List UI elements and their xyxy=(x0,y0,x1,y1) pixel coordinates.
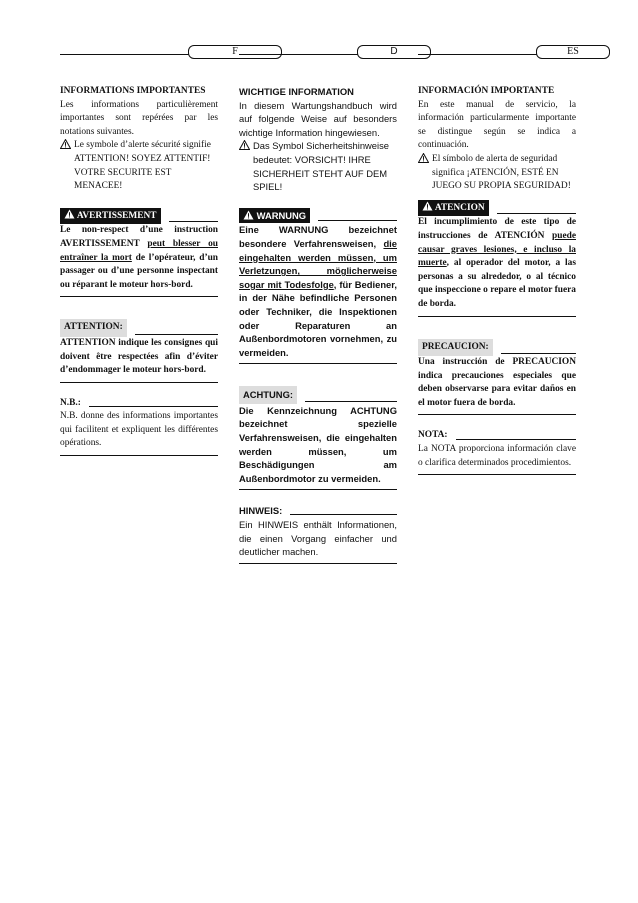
note-label: NOTA: xyxy=(418,430,448,441)
alert-symbol-row xyxy=(418,153,576,194)
caution-header xyxy=(418,339,576,357)
warning-text-underlined: puede causar graves lesiones, e incluso la muerte xyxy=(418,230,576,269)
divider xyxy=(60,382,218,383)
warning-badge-label: WARNUNG xyxy=(256,209,307,221)
warning-text-part: , für Bediener, in der Nähe befindliche Personen oder Techniker, die Inspektionen oder Reparaturen an Außenbordmotoren vornehmen, zu vermeiden. xyxy=(239,278,397,358)
warning-text-part: El incumplimiento de este tipo de instrucciones de ATENCIÓN xyxy=(418,217,576,241)
divider xyxy=(60,455,218,456)
warning-text-part: , al operador del motor, a las personas a su alrededor, o al técnico que inspeccione o repare el motor fuera de borda. xyxy=(418,258,576,309)
divider xyxy=(418,474,576,475)
warning-text-part: Eine WARNUNG bezeichnet besondere Verfahrensweisen, xyxy=(239,224,397,249)
intro-text: In diesem Wartungshandbuch wird auf folgende Weise auf besonders wichtige Information hingewiesen. xyxy=(239,99,397,138)
caution-badge: PRECAUCION: xyxy=(418,339,493,357)
alert-symbol-text: Das Symbol Sicherheitshinweise bedeutet: VORSICHT! IHRE SICHERHEIT STEHT AUF DEM SPIEL! xyxy=(253,140,389,193)
warning-badge-icon xyxy=(64,209,75,219)
divider xyxy=(418,316,576,317)
warning-badge xyxy=(60,208,161,225)
language-tag-f: F xyxy=(188,45,282,59)
warning-triangle-icon xyxy=(239,139,253,193)
caution-text: Die Kennzeichnung ACHTUNG bezeichnet spezielle Verfahrensweisen, die eingehalten werden müssen, um Beschädigungen am Außenbordmotor zu vermeiden. xyxy=(239,404,397,484)
caution-badge: ATTENTION: xyxy=(60,319,127,337)
note-label: HINWEIS: xyxy=(239,505,283,517)
note-header xyxy=(239,504,397,518)
divider xyxy=(239,363,397,364)
warning-badge xyxy=(418,200,489,217)
french-column xyxy=(60,46,238,456)
warning-badge-icon xyxy=(243,210,254,220)
section-title: WICHTIGE INFORMATION xyxy=(239,86,354,97)
alert-symbol-text: El símbolo de alerta de seguridad significa ¡ATENCIÓN, ESTÉ EN JUEGO SU PROPIA SEGURIDAD! xyxy=(432,153,571,192)
note-header xyxy=(60,397,218,411)
note-header xyxy=(418,429,576,443)
warning-text-part: Le non-respect d’une instruction AVERTISSEMENT xyxy=(60,225,218,249)
section-title: INFORMATIONS IMPORTANTES xyxy=(60,86,206,96)
warning-header xyxy=(418,200,576,217)
divider xyxy=(60,296,218,297)
caution-header xyxy=(239,386,397,404)
warning-header xyxy=(239,208,397,224)
language-tag-d: D xyxy=(357,45,431,59)
warning-text xyxy=(418,216,576,311)
warning-header xyxy=(60,208,218,225)
warning-badge xyxy=(239,208,310,224)
caution-text: Una instrucción de PRECAUCION indica precauciones especiales que deben observarse para evitar daños en el motor fuera de borda. xyxy=(418,357,576,408)
divider xyxy=(239,563,397,564)
warning-triangle-icon xyxy=(418,153,432,194)
warning-badge-icon xyxy=(422,201,433,211)
caution-text: ATTENTION indique les consignes qui doivent être respectées afin d’éviter d’endommager le moteur hors-bord. xyxy=(60,337,218,376)
caution-header xyxy=(60,319,218,337)
warning-text-underlined: peut blesser ou entraîner la mort xyxy=(60,238,218,263)
warning-badge-label: AVERTISSEMENT xyxy=(76,210,157,221)
warning-text-underlined: die eingehalten werden müssen, um Verletzungen, möglicherweise sogar mit Todesfolge xyxy=(239,237,397,290)
warning-triangle-icon xyxy=(60,139,74,193)
warning-text-part: de l’opérateur, d’un passager ou d’une personne inspectant ou réparant le moteur hors-bord. xyxy=(60,252,219,290)
note-label: N.B.: xyxy=(60,397,81,408)
note-text: Ein HINWEIS enthält Informationen, die einen Vorgang einfacher und deutlicher machen. xyxy=(239,519,397,558)
alert-symbol-row xyxy=(239,139,397,193)
alert-symbol-text: Le symbole d’alerte sécurité signifie ATTENTION! SOYEZ ATTENTIF! VOTRE SECURITE EST MENACEE! xyxy=(74,140,211,192)
warning-text xyxy=(239,223,397,359)
section-title: INFORMACIÓN IMPORTANTE xyxy=(418,86,555,96)
note-text: N.B. donne des informations importantes qui facilitent et expliquent les différentes opérations. xyxy=(60,411,218,449)
warning-text xyxy=(60,224,218,292)
german-column xyxy=(239,46,398,564)
divider xyxy=(418,414,576,415)
alert-symbol-row xyxy=(60,139,218,193)
spanish-column xyxy=(418,46,579,475)
language-tag-es: ES xyxy=(536,45,610,59)
intro-text: Les informations particulièrement importantes sont repérées par les notations suivantes. xyxy=(60,99,218,137)
warning-badge-label: ATENCION xyxy=(434,202,485,213)
divider xyxy=(239,489,397,490)
caution-badge: ACHTUNG: xyxy=(239,386,297,404)
note-text: La NOTA proporciona información clave o clarifica determinados procedimientos. xyxy=(418,444,576,468)
intro-text: En este manual de servicio, la información particularmente importante se distingue según se indica a continuación. xyxy=(418,99,576,151)
